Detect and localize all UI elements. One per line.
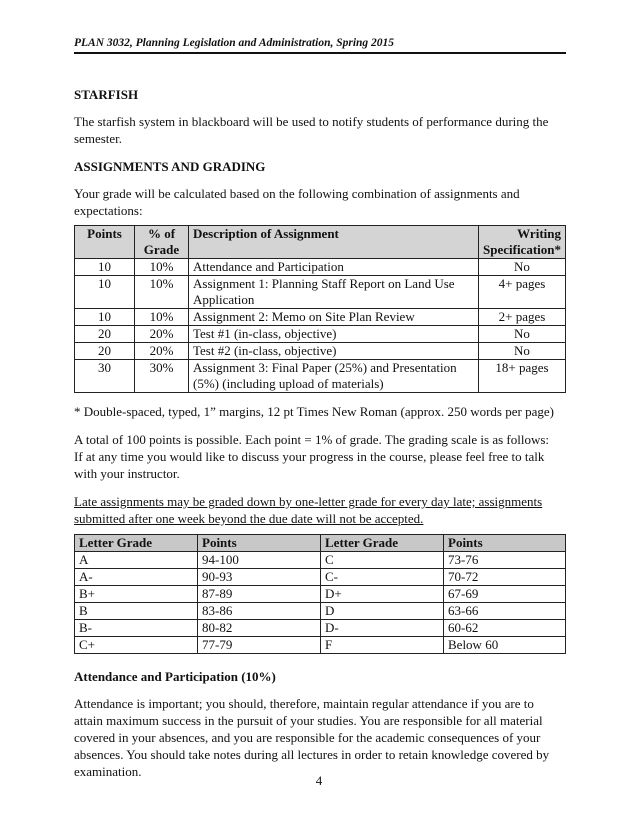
table-row bbox=[75, 603, 566, 620]
cell-points: 60-62 bbox=[444, 620, 566, 637]
table-row bbox=[75, 586, 566, 603]
cell-points: Below 60 bbox=[444, 637, 566, 654]
cell-letter: F bbox=[321, 637, 444, 654]
page-number: 4 bbox=[315, 773, 323, 788]
cell-letter: B bbox=[75, 603, 198, 620]
cell-letter: A- bbox=[75, 569, 198, 586]
table-row bbox=[75, 326, 566, 343]
cell-percent: 20% bbox=[135, 326, 189, 343]
running-header: PLAN 3032, Planning Legislation and Administration, Spring 2015 bbox=[74, 37, 566, 54]
assignment-table-header bbox=[75, 226, 566, 259]
cell-points: 80-82 bbox=[198, 620, 321, 637]
table-row bbox=[75, 620, 566, 637]
cell-writing-spec: No bbox=[479, 343, 566, 360]
col-percent: % of Grade bbox=[135, 226, 189, 259]
cell-points: 67-69 bbox=[444, 586, 566, 603]
col-letter-grade: Letter Grade bbox=[75, 535, 198, 552]
cell-points: 10 bbox=[75, 309, 135, 326]
cell-points: 63-66 bbox=[444, 603, 566, 620]
col-points: Points bbox=[444, 535, 566, 552]
cell-points: 87-89 bbox=[198, 586, 321, 603]
points-line: A total of 100 points is possible. Each point = 1% of grade. The grading scale is as follows: bbox=[74, 432, 550, 447]
table-row bbox=[75, 259, 566, 276]
attendance-body: Attendance is important; you should, therefore, maintain regular attendance if you are to attain maximum success in the pursuit of your studies. You are responsible for all material covered in your absences, and you are responsible for the academic consequences of your absences. You should take notes during all lectures in order to retain knowledge covered by examination. bbox=[74, 696, 550, 779]
cell-description: Attendance and Participation bbox=[189, 259, 479, 276]
points-paragraph bbox=[74, 431, 566, 482]
cell-percent: 10% bbox=[135, 259, 189, 276]
starfish-heading: STARFISH bbox=[74, 87, 139, 102]
cell-letter: B+ bbox=[75, 586, 198, 603]
cell-points: 20 bbox=[75, 326, 135, 343]
page-content bbox=[74, 86, 566, 791]
cell-points: 70-72 bbox=[444, 569, 566, 586]
cell-writing-spec: 18+ pages bbox=[479, 360, 566, 393]
cell-writing-spec: 4+ pages bbox=[479, 276, 566, 309]
cell-points: 73-76 bbox=[444, 552, 566, 569]
cell-points: 83-86 bbox=[198, 603, 321, 620]
table-row bbox=[75, 276, 566, 309]
cell-description: Assignment 2: Memo on Site Plan Review bbox=[189, 309, 479, 326]
cell-writing-spec: 2+ pages bbox=[479, 309, 566, 326]
table-row bbox=[75, 309, 566, 326]
table-row bbox=[75, 569, 566, 586]
writing-footnote: * Double-spaced, typed, 1” margins, 12 pt Times New Roman (approx. 250 words per page) bbox=[74, 404, 554, 419]
cell-letter: A bbox=[75, 552, 198, 569]
cell-percent: 30% bbox=[135, 360, 189, 393]
cell-points: 90-93 bbox=[198, 569, 321, 586]
assignment-table bbox=[74, 225, 566, 393]
cell-description: Test #1 (in-class, objective) bbox=[189, 326, 479, 343]
col-description: Description of Assignment bbox=[189, 226, 479, 259]
table-row bbox=[75, 637, 566, 654]
assignments-heading: ASSIGNMENTS AND GRADING bbox=[74, 159, 266, 174]
col-points: Points bbox=[198, 535, 321, 552]
cell-letter: D+ bbox=[321, 586, 444, 603]
cell-percent: 10% bbox=[135, 309, 189, 326]
cell-points: 77-79 bbox=[198, 637, 321, 654]
table-row bbox=[75, 343, 566, 360]
cell-points: 20 bbox=[75, 343, 135, 360]
cell-letter: C bbox=[321, 552, 444, 569]
starfish-body: The starfish system in blackboard will be used to notify students of performance during the semester. bbox=[74, 114, 549, 146]
assignments-intro: Your grade will be calculated based on the following combination of assignments and expectations: bbox=[74, 186, 520, 218]
cell-description: Assignment 1: Planning Staff Report on Land Use Application bbox=[189, 276, 479, 309]
cell-percent: 10% bbox=[135, 276, 189, 309]
cell-letter: C+ bbox=[75, 637, 198, 654]
cell-points: 10 bbox=[75, 259, 135, 276]
cell-points: 94-100 bbox=[198, 552, 321, 569]
col-points: Points bbox=[75, 226, 135, 259]
progress-line: If at any time you would like to discuss your progress in the course, please feel free to talk with your instructor. bbox=[74, 449, 545, 481]
cell-description: Assignment 3: Final Paper (25%) and Presentation (5%) (including upload of materials) bbox=[189, 360, 479, 393]
cell-points: 30 bbox=[75, 360, 135, 393]
grade-table-header bbox=[75, 535, 566, 552]
cell-percent: 20% bbox=[135, 343, 189, 360]
cell-description: Test #2 (in-class, objective) bbox=[189, 343, 479, 360]
cell-letter: D- bbox=[321, 620, 444, 637]
col-letter-grade: Letter Grade bbox=[321, 535, 444, 552]
table-row bbox=[75, 360, 566, 393]
late-policy: Late assignments may be graded down by one-letter grade for every day late; assignments submitted after one week beyond the due date will not be accepted. bbox=[74, 494, 543, 526]
attendance-heading: Attendance and Participation (10%) bbox=[74, 669, 276, 684]
col-writing-spec: Writing Specification* bbox=[479, 226, 566, 259]
table-row bbox=[75, 552, 566, 569]
grade-scale-table bbox=[74, 534, 566, 654]
cell-points: 10 bbox=[75, 276, 135, 309]
cell-letter: B- bbox=[75, 620, 198, 637]
cell-writing-spec: No bbox=[479, 326, 566, 343]
cell-writing-spec: No bbox=[479, 259, 566, 276]
cell-letter: C- bbox=[321, 569, 444, 586]
cell-letter: D bbox=[321, 603, 444, 620]
